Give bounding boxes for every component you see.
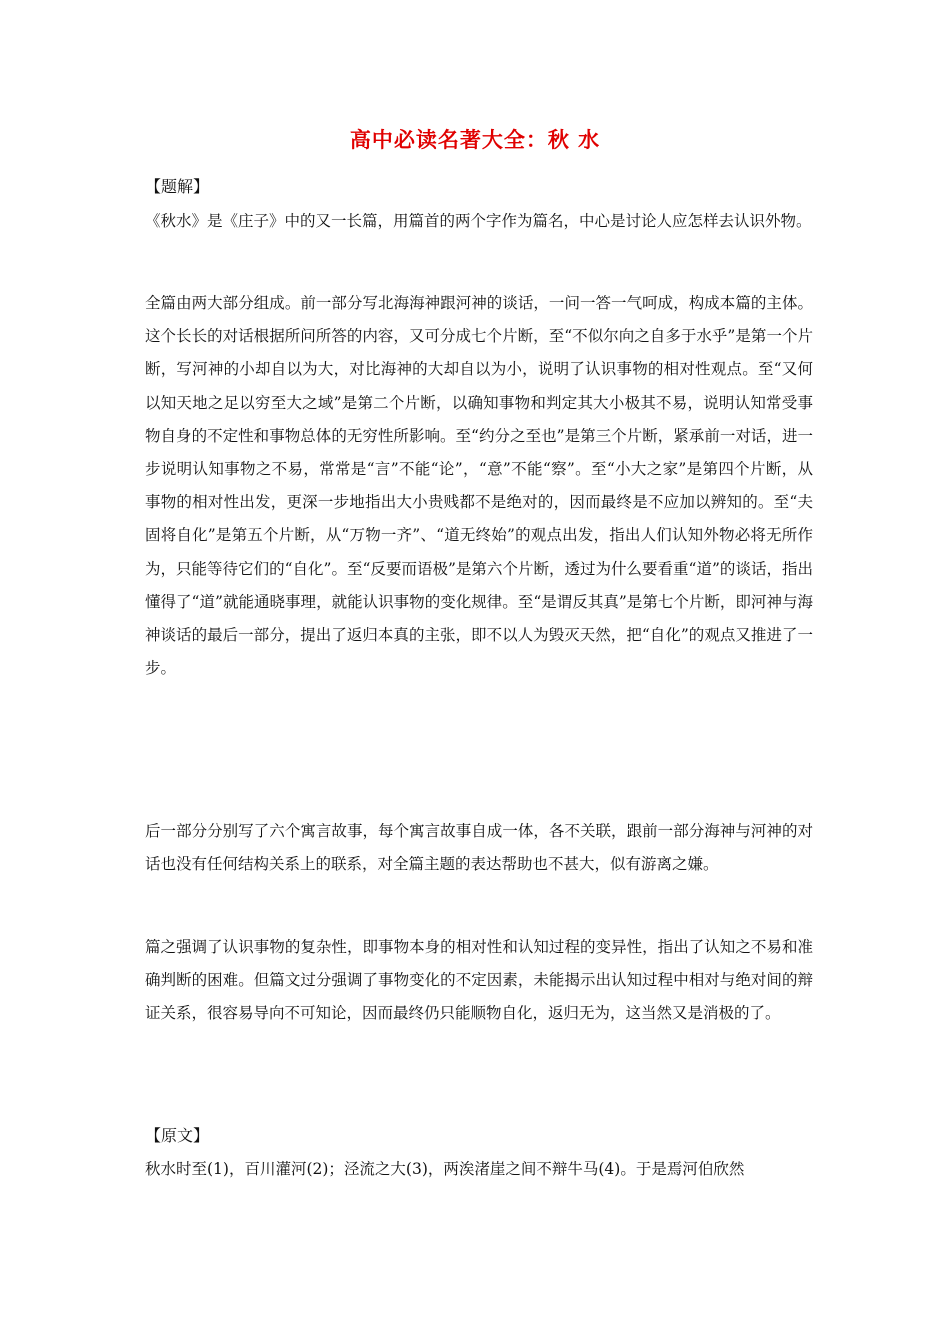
- paragraph-structure: 全篇由两大部分组成。前一部分写北海海神跟河神的谈话，一问一答一气呵成，构成本篇的主体。这个长长的对话根据所问所答的内容，又可分成七个片断，至“不似尔向之自多于水乎”是第一个片断，写河神的小却自以为大，对比海神的大却自以为小，说明了认识事物的相对性观点。至“又何以知天地之足以穷至大之域”是第二个片断，以确知事物和判定其大小极其不易，说明认知常受事物自身的不定性和事物总体的无穷性所影响。至“约分之至也”是第三个片断，紧承前一对话，进一步说明认知事物之不易，常常是“言”不能“论”，“意”不能“察”。至“小大之家”是第四个片断，从事物的相对性出发，更深一步地指出大小贵贱都不是绝对的，因而最终是不应加以辨知的。至“夫固将自化”是第五个片断，从“万物一齐”、“道无终始”的观点出发，指出人们认知外物必将无所作为，只能等待它们的“自化”。至“反要而语极”是第六个片断，透过为什么要看重“道”的谈话，指出懂得了“道”就能通晓事理，就能认识事物的变化规律。至“是谓反其真”是第七个片断，即河神与海神谈话的最后一部分，提出了返归本真的主张，即不以人为毁灭天然，把“自化”的观点又推进了一步。: [145, 294, 813, 678]
- section-heading-tijie: 【题解】: [145, 177, 210, 196]
- paragraph-fables: 后一部分分别写了六个寓言故事，每个寓言故事自成一体，各不关联，跟前一部分海神与河神的对话也没有任何结构关系上的联系，对全篇主题的表达帮助也不甚大，似有游离之嫌。: [145, 822, 813, 874]
- paragraph-intro: 《秋水》是《庄子》中的又一长篇，用篇首的两个字作为篇名，中心是讨论人应怎样去认识外物。: [145, 212, 812, 230]
- paragraph-evaluation: 篇之强调了认识事物的复杂性，即事物本身的相对性和认知过程的变异性，指出了认知之不易和准确判断的困难。但篇文过分强调了事物变化的不定因素，未能揭示出认知过程中相对与绝对间的辩证关系，很容易导向不可知论，因而最终仍只能顺物自化，返归无为，这当然又是消极的了。: [145, 938, 813, 1023]
- document-title: 高中必读名著大全：秋 水: [349, 128, 601, 152]
- section-heading-yuanwen: 【原文】: [145, 1126, 210, 1145]
- paragraph-original-text: 秋水时至(1)，百川灌河(2)；泾流之大(3)，两涘渚崖之间不辩牛马(4)。于是焉河伯欣然: [145, 1160, 745, 1178]
